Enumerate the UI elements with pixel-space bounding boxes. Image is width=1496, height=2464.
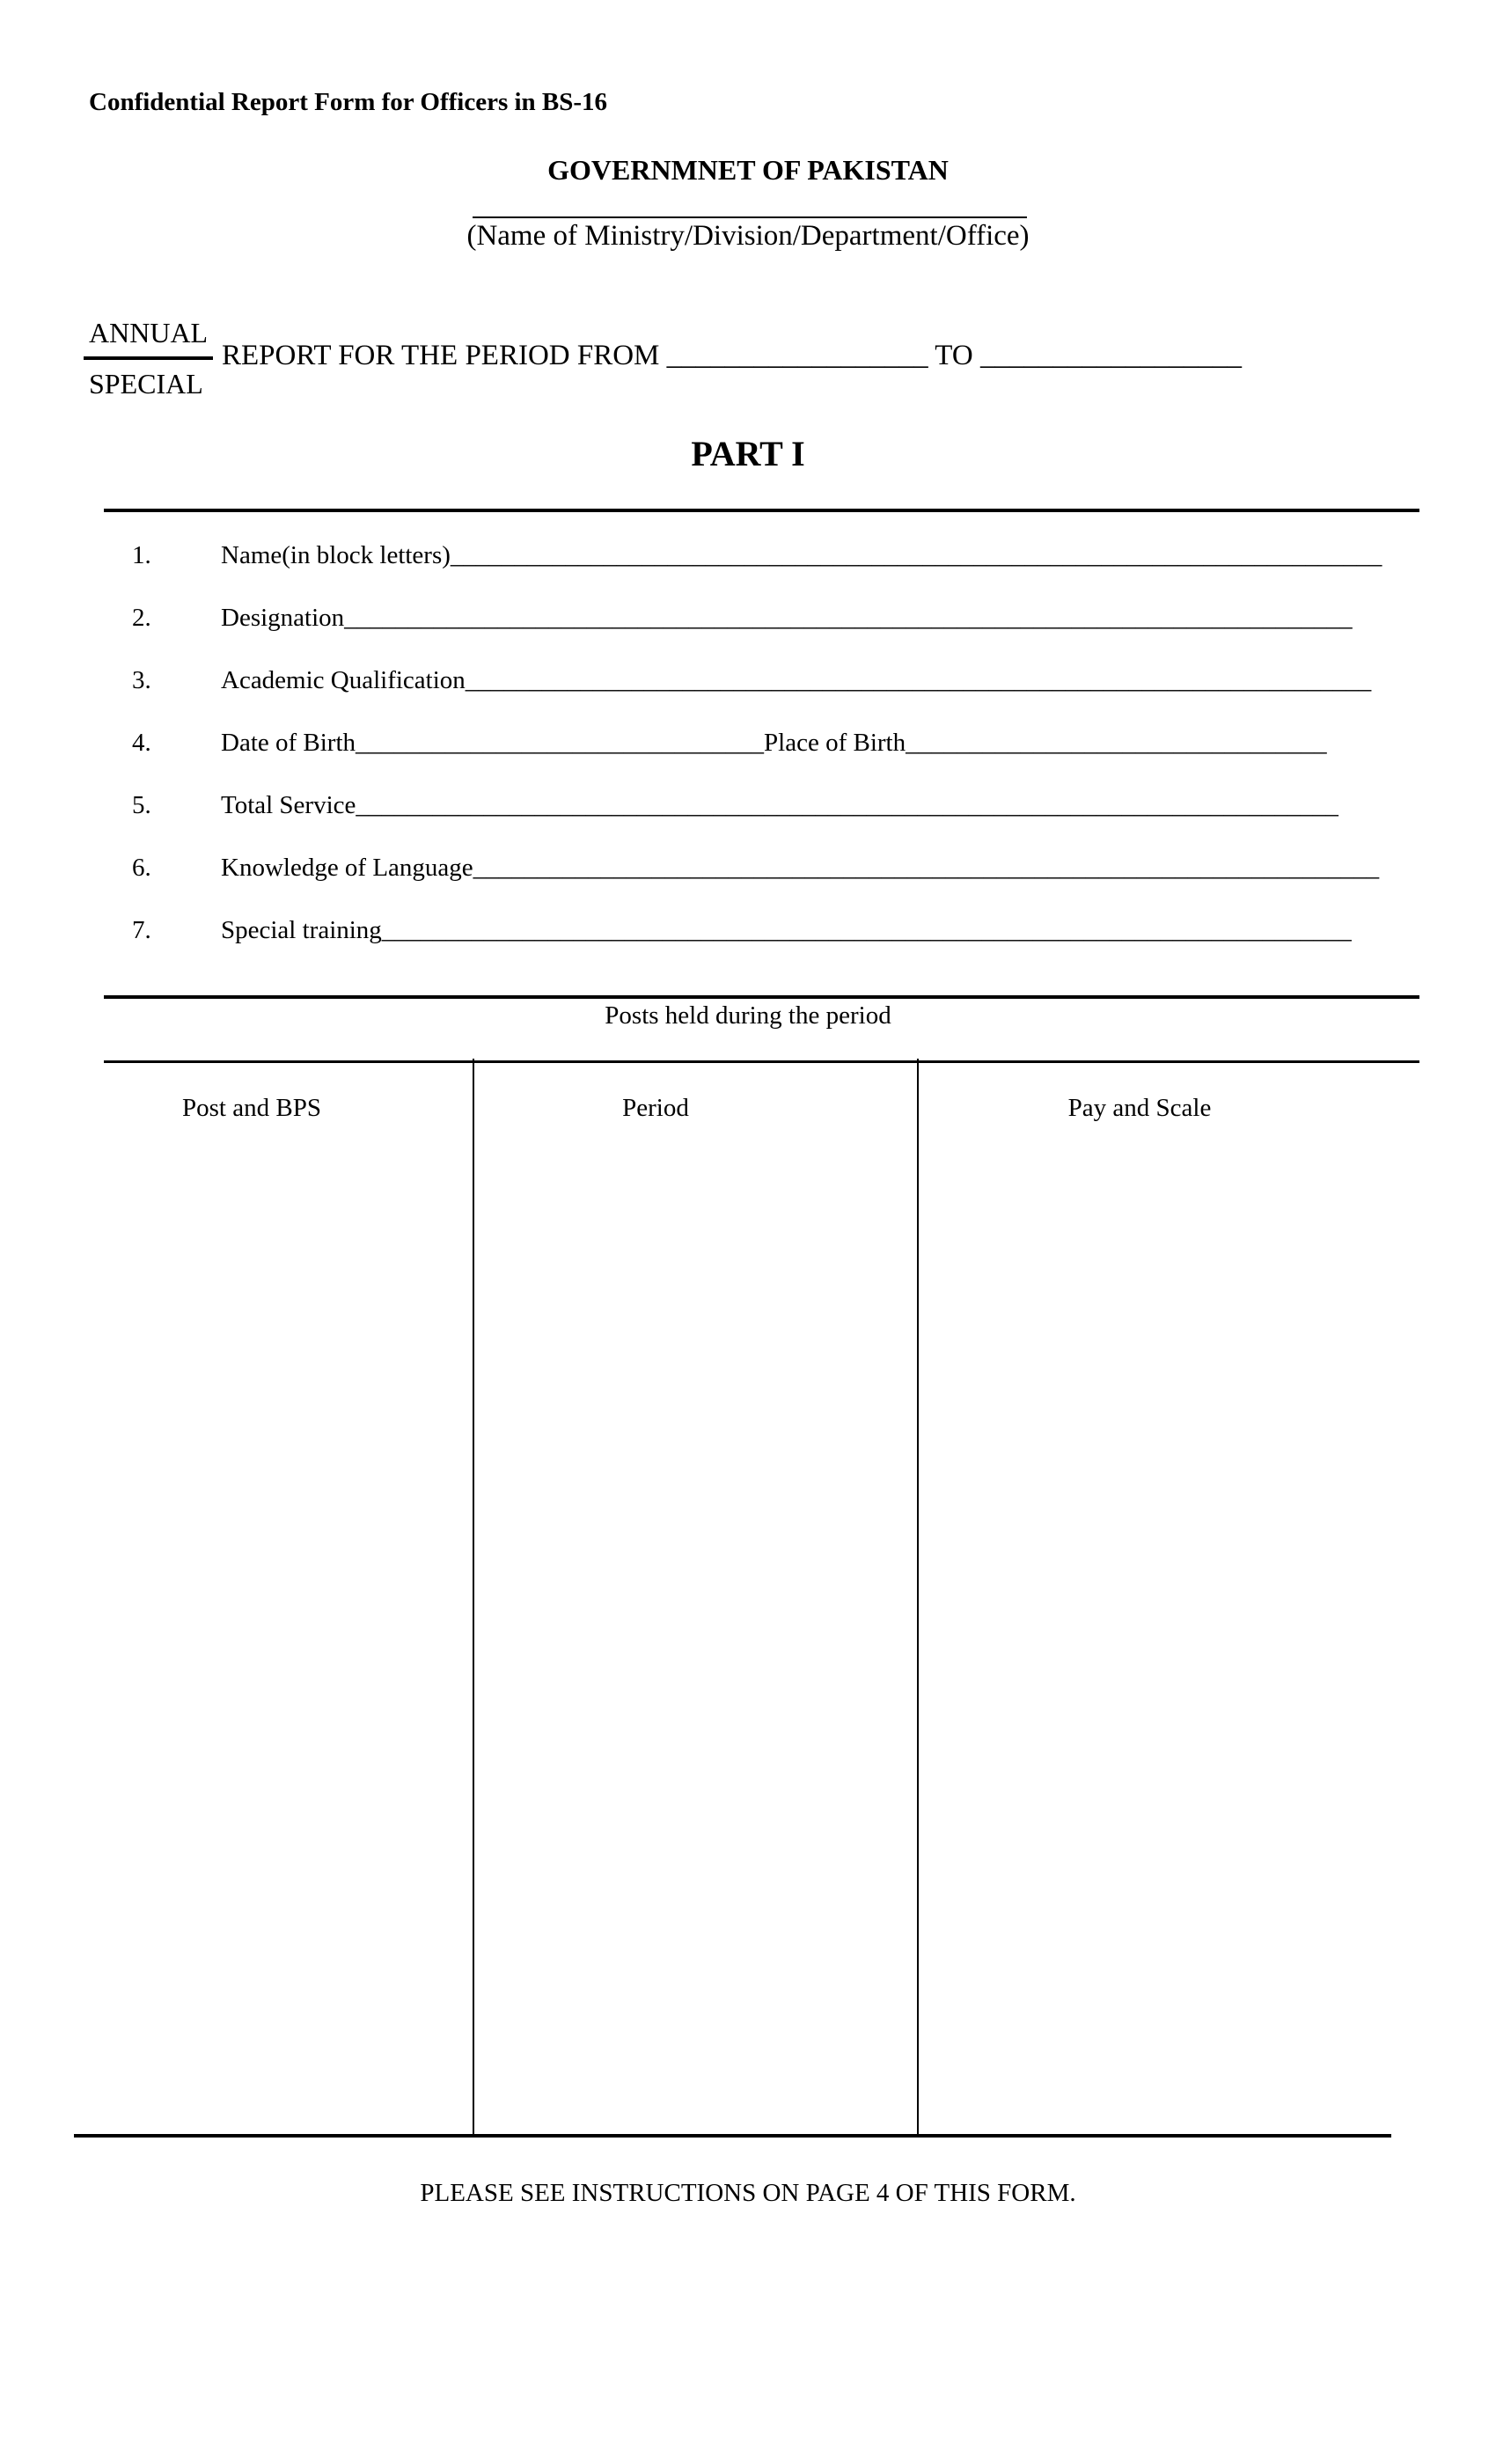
ministry-name-line[interactable] [473,216,1027,218]
report-special-label: SPECIAL [89,368,203,400]
column-header-period: Period [622,1094,689,1122]
field-designation-input[interactable]: Designation_______________________________________________________________________________ [221,604,1353,632]
field-number: 7. [132,916,151,944]
footer-instructions: PLEASE SEE INSTRUCTIONS ON PAGE 4 OF THIS FORM. [420,2179,1076,2207]
field-total-service-input[interactable]: Total Service_____________________________________________________________________________ [221,791,1338,819]
posts-bottom-rule [74,2134,1391,2138]
field-birth-input[interactable]: Date of Birth________________________________Place of Birth_________________________________ [221,729,1327,757]
field-academic-qualification-input[interactable]: Academic Qualification_______________________________________________________________________ [221,666,1372,694]
field-number: 3. [132,666,151,694]
field-number: 5. [132,791,151,819]
posts-header-rule [104,1060,1419,1063]
field-number: 4. [132,729,151,757]
field-number: 6. [132,854,151,882]
field-name-input[interactable]: Name(in block letters)_________________________________________________________________________ [221,541,1382,569]
posts-table-caption: Posts held during the period [605,1001,891,1030]
form-title: Confidential Report Form for Officers in BS-16 [89,88,608,116]
government-title: GOVERNMNET OF PAKISTAN [547,154,949,186]
section-top-rule [104,509,1419,512]
field-special-training-input[interactable]: Special training____________________________________________________________________________ [221,916,1352,944]
report-type-divider [84,356,213,360]
field-row-special-training[interactable] [132,915,1352,1005]
posts-top-rule [104,995,1419,999]
column-header-post-bps: Post and BPS [182,1094,321,1122]
column-divider [917,1059,919,2134]
column-divider [473,1059,474,2134]
field-number: 1. [132,541,151,569]
column-header-pay-scale: Pay and Scale [1067,1094,1212,1122]
report-period-text[interactable]: REPORT FOR THE PERIOD FROM __________________ TO __________________ [222,340,1242,371]
field-language-input[interactable]: Knowledge of Language_______________________________________________________________________ [221,854,1380,882]
ministry-caption: (Name of Ministry/Division/Department/Office) [466,220,1030,252]
report-annual-label: ANNUAL [89,317,209,348]
field-number: 2. [132,604,151,632]
part-title: PART I [691,434,805,473]
